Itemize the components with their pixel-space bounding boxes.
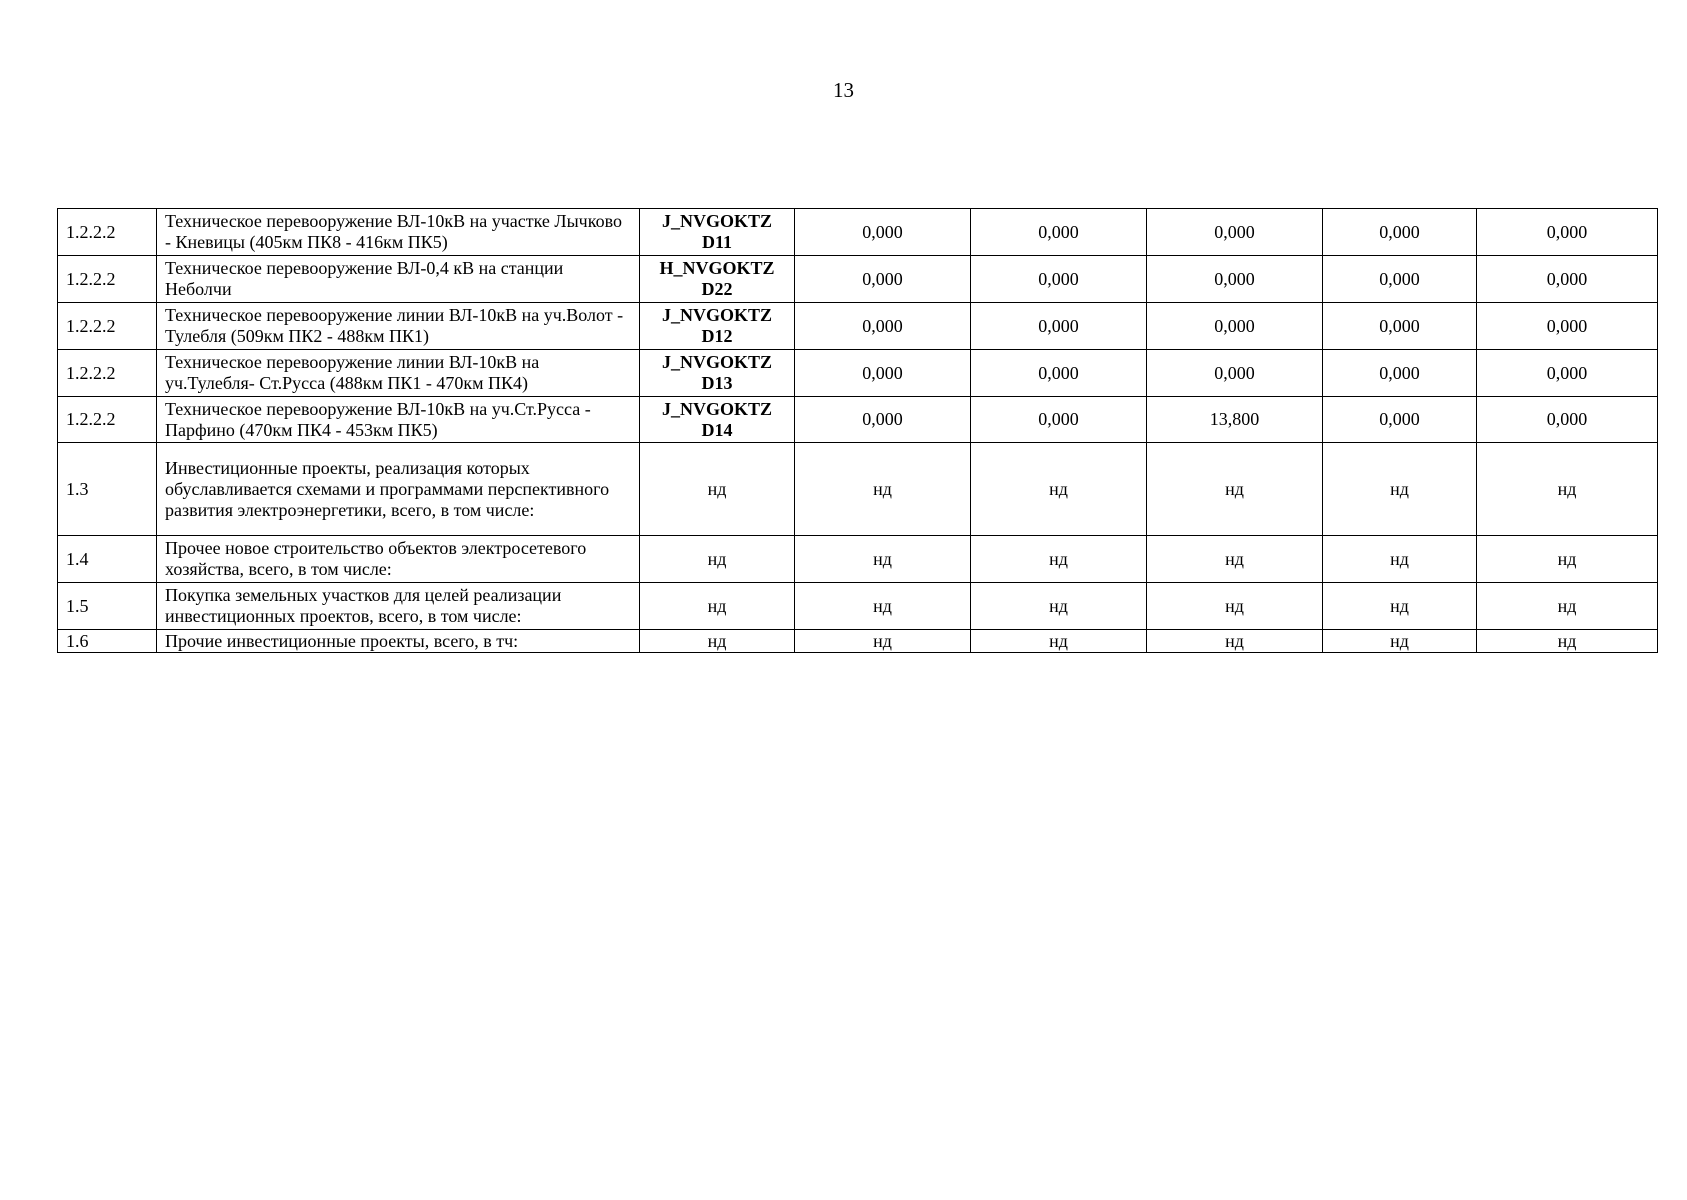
row-number: 1.6 xyxy=(58,630,157,653)
value-cell: 0,000 xyxy=(1147,303,1323,350)
value-cell: 0,000 xyxy=(1323,209,1477,256)
table-row xyxy=(58,397,1658,443)
project-name: Прочие инвестиционные проекты, всего, в тч: xyxy=(157,630,640,653)
value-cell: нд xyxy=(1147,443,1323,536)
project-code: H_NVGOKTZ D22 xyxy=(640,256,795,303)
project-name: Покупка земельных участков для целей реализации инвестиционных проектов, всего, в том числе: xyxy=(157,583,640,630)
investment-table xyxy=(57,208,1658,653)
value-cell: нд xyxy=(1477,443,1658,536)
value-cell: нд xyxy=(1147,536,1323,583)
value-cell: нд xyxy=(971,630,1147,653)
value-cell: нд xyxy=(795,536,971,583)
value-cell: 0,000 xyxy=(971,256,1147,303)
value-cell: 13,800 xyxy=(1147,397,1323,443)
project-code: нд xyxy=(640,443,795,536)
project-name: Техническое перевооружение ВЛ-10кВ на уч.Ст.Русса - Парфино (470км ПК4 - 453км ПК5) xyxy=(157,397,640,443)
row-number: 1.4 xyxy=(58,536,157,583)
row-number: 1.3 xyxy=(58,443,157,536)
value-cell: 0,000 xyxy=(971,397,1147,443)
value-cell: 0,000 xyxy=(971,209,1147,256)
row-number: 1.5 xyxy=(58,583,157,630)
value-cell: нд xyxy=(1323,583,1477,630)
value-cell: нд xyxy=(971,536,1147,583)
page-number: 13 xyxy=(833,78,854,102)
row-number: 1.2.2.2 xyxy=(58,397,157,443)
project-name: Техническое перевооружение ВЛ-0,4 кВ на станции Неболчи xyxy=(157,256,640,303)
value-cell: нд xyxy=(795,443,971,536)
value-cell: 0,000 xyxy=(795,350,971,397)
value-cell: 0,000 xyxy=(1477,350,1658,397)
table-row xyxy=(58,536,1658,583)
project-code: J_NVGOKTZ D14 xyxy=(640,397,795,443)
value-cell: 0,000 xyxy=(795,209,971,256)
table-row xyxy=(58,303,1658,350)
value-cell: 0,000 xyxy=(1477,303,1658,350)
value-cell: 0,000 xyxy=(1477,209,1658,256)
value-cell: 0,000 xyxy=(1323,397,1477,443)
value-cell: нд xyxy=(1477,630,1658,653)
row-number: 1.2.2.2 xyxy=(58,256,157,303)
table-row xyxy=(58,583,1658,630)
project-code: нд xyxy=(640,583,795,630)
table-row xyxy=(58,630,1658,653)
project-code: нд xyxy=(640,630,795,653)
value-cell: 0,000 xyxy=(1323,303,1477,350)
project-code: J_NVGOKTZ D11 xyxy=(640,209,795,256)
row-number: 1.2.2.2 xyxy=(58,303,157,350)
value-cell: нд xyxy=(971,583,1147,630)
value-cell: 0,000 xyxy=(1147,256,1323,303)
table-row xyxy=(58,209,1658,256)
project-code: J_NVGOKTZ D12 xyxy=(640,303,795,350)
value-cell: 0,000 xyxy=(1147,209,1323,256)
value-cell: 0,000 xyxy=(1477,256,1658,303)
value-cell: нд xyxy=(1323,630,1477,653)
table-row xyxy=(58,256,1658,303)
value-cell: 0,000 xyxy=(971,303,1147,350)
value-cell: нд xyxy=(1477,536,1658,583)
project-name: Прочее новое строительство объектов электросетевого хозяйства, всего, в том числе: xyxy=(157,536,640,583)
project-name: Техническое перевооружение линии ВЛ-10кВ на уч.Тулебля- Ст.Русса (488км ПК1 - 470км ПК4) xyxy=(157,350,640,397)
value-cell: 0,000 xyxy=(971,350,1147,397)
project-name: Техническое перевооружение ВЛ-10кВ на участке Лычково - Кневицы (405км ПК8 - 416км ПК5) xyxy=(157,209,640,256)
project-code: нд xyxy=(640,536,795,583)
project-code: J_NVGOKTZ D13 xyxy=(640,350,795,397)
value-cell: 0,000 xyxy=(1477,397,1658,443)
value-cell: нд xyxy=(1147,630,1323,653)
value-cell: нд xyxy=(971,443,1147,536)
value-cell: 0,000 xyxy=(795,303,971,350)
value-cell: нд xyxy=(1147,583,1323,630)
row-number: 1.2.2.2 xyxy=(58,350,157,397)
value-cell: 0,000 xyxy=(795,256,971,303)
value-cell: 0,000 xyxy=(795,397,971,443)
table-row xyxy=(58,443,1658,536)
value-cell: нд xyxy=(1323,536,1477,583)
project-name: Техническое перевооружение линии ВЛ-10кВ на уч.Волот - Тулебля (509км ПК2 - 488км ПК1) xyxy=(157,303,640,350)
value-cell: нд xyxy=(1323,443,1477,536)
project-name: Инвестиционные проекты, реализация которых обуславливается схемами и программами перспективного развития электроэнергетики, всего, в том числе: xyxy=(157,443,640,536)
value-cell: нд xyxy=(795,583,971,630)
value-cell: нд xyxy=(1477,583,1658,630)
value-cell: 0,000 xyxy=(1147,350,1323,397)
row-number: 1.2.2.2 xyxy=(58,209,157,256)
value-cell: 0,000 xyxy=(1323,256,1477,303)
value-cell: нд xyxy=(795,630,971,653)
value-cell: 0,000 xyxy=(1323,350,1477,397)
table-row xyxy=(58,350,1658,397)
